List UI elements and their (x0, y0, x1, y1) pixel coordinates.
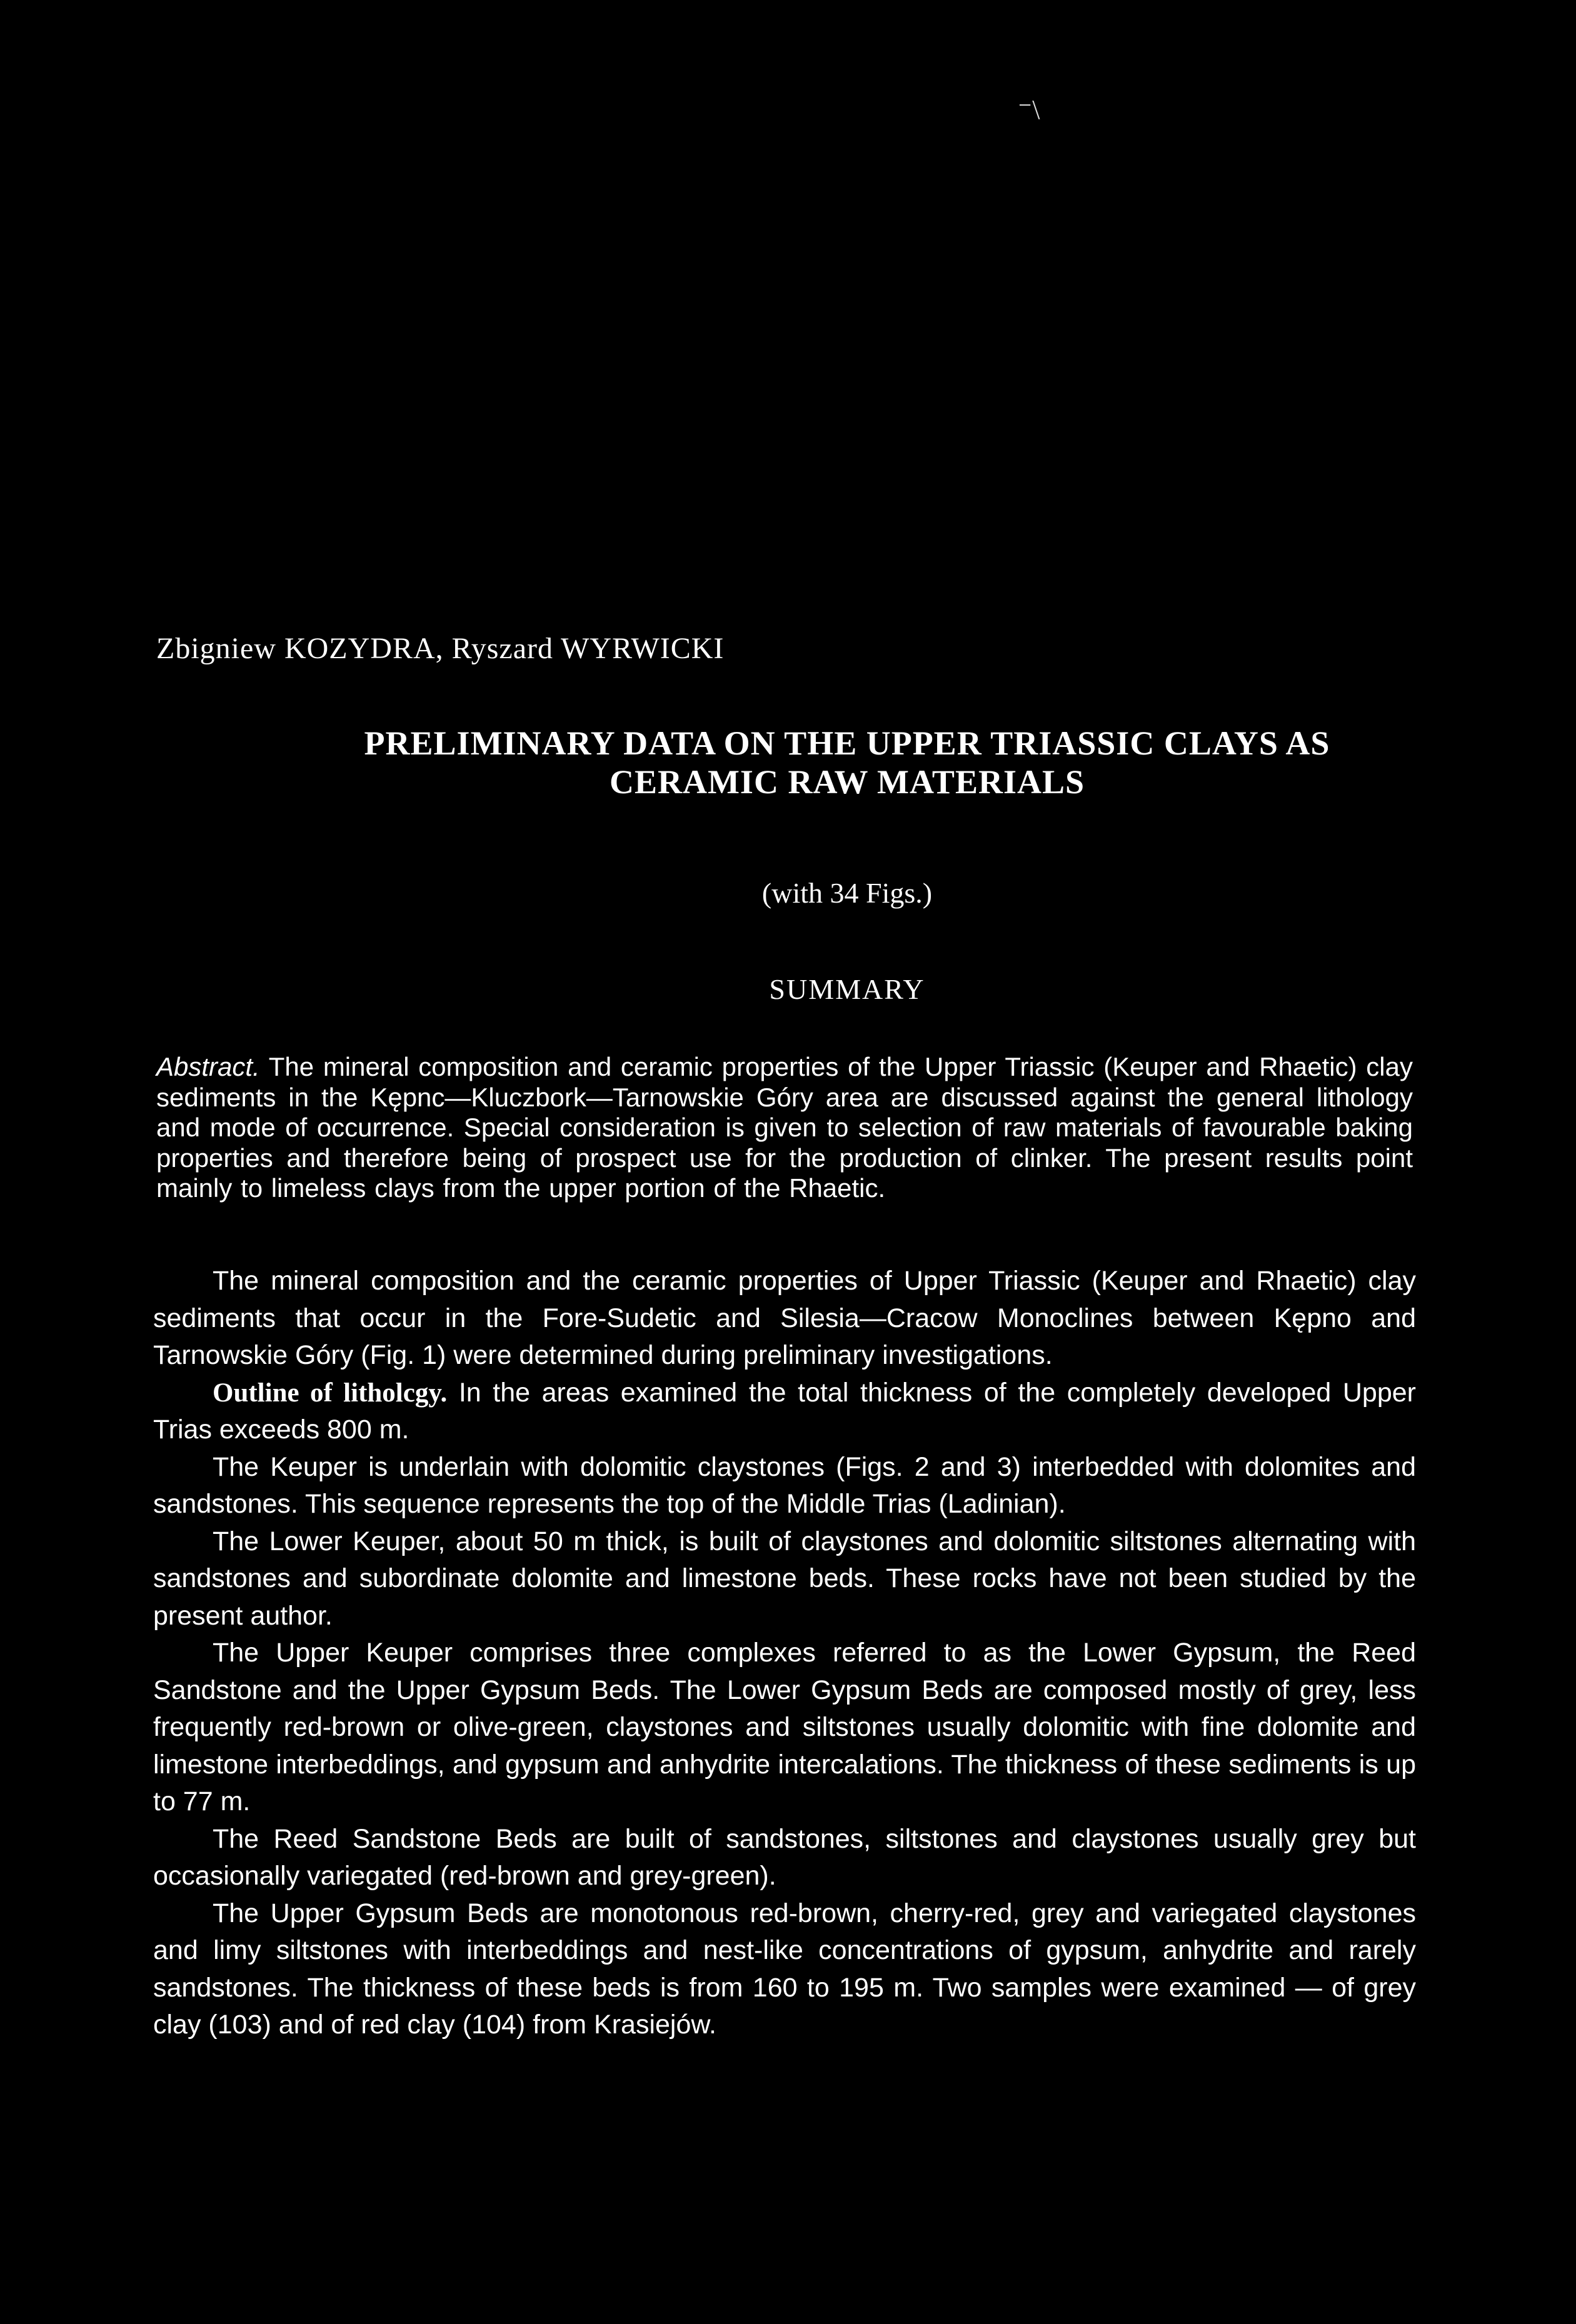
paragraph-6: The Reed Sandstone Beds are built of sandstones, siltstones and claystones usually grey but occasionally variegated (red-brown and grey-green). (153, 1823, 1416, 1891)
paragraph-2 (153, 1375, 1416, 1449)
section-heading-lithology: Outline of litholcgy. (213, 1378, 448, 1408)
summary-heading: SUMMARY (769, 973, 925, 1005)
abstract (156, 1052, 1413, 1204)
scan-mark: ⁻\ (1018, 94, 1040, 125)
abstract-text: The mineral composition and ceramic properties of the Upper Triassic (Keuper and Rhaetic) clay sediments in the Kępnc—Kluczbork—Tarnowskie Góry area are discussed against the general lithology and mode of occurrence. Special consideration is given to selection of raw materials of favourable baking properties and therefore being of prospect use for the production of clinker. The present results point mainly to limeless clays from the upper portion of the Rhaetic. (156, 1052, 1413, 1203)
title-line-2: CERAMIC RAW MATERIALS (609, 763, 1085, 801)
paragraph-1: The mineral composition and the ceramic properties of Upper Triassic (Keuper and Rhaetic) clay sediments that occur in the Fore-Sudetic and Silesia—Cracow Monoclines between Kępno and Tarnowskie Góry (Fig. 1) were determined during preliminary investigations. (153, 1266, 1416, 1370)
article-title (156, 724, 1538, 801)
paragraph-4: The Lower Keuper, about 50 m thick, is built of claystones and dolomitic siltstones alternating with sandstones and subordinate dolomite and limestone beds. These rocks have not been studied by the present author. (153, 1526, 1416, 1631)
paragraph-7: The Upper Gypsum Beds are monotonous red-brown, cherry-red, grey and variegated claystones and limy siltstones with interbeddings and nest-like concentrations of gypsum, anhydrite and rarely sandstones. The thickness of these beds is from 160 to 195 m. Two samples were examined — of grey clay (103) and of red clay (104) from Krasiejów. (153, 1898, 1416, 2040)
title-line-1: PRELIMINARY DATA ON THE UPPER TRIASSIC CLAYS AS (364, 724, 1330, 762)
body-text (153, 1263, 1416, 2044)
paragraph-3: The Keuper is underlain with dolomitic claystones (Figs. 2 and 3) interbedded with dolomites and sandstones. This sequence represents the top of the Middle Trias (Ladinian). (153, 1451, 1416, 1519)
authors: Zbigniew KOZYDRA, Ryszard WYRWICKI (156, 632, 725, 665)
paragraph-5: The Upper Keuper comprises three complexes referred to as the Lower Gypsum, the Reed Sandstone and the Upper Gypsum Beds. The Lower Gypsum Beds are composed mostly of grey, less frequently red-brown or olive-green, claystones and siltstones usually dolomitic with fine dolomite and limestone interbeddings, and gypsum and anhydrite intercalations. The thickness of these sediments is up to 77 m. (153, 1638, 1416, 1816)
figures-note: (with 34 Figs.) (761, 877, 933, 909)
abstract-label: Abstract. (156, 1052, 260, 1081)
paragraph-2-text: In the areas examined the total thickness of the completely developed Upper Trias exceeds 800 m. (153, 1377, 1416, 1445)
